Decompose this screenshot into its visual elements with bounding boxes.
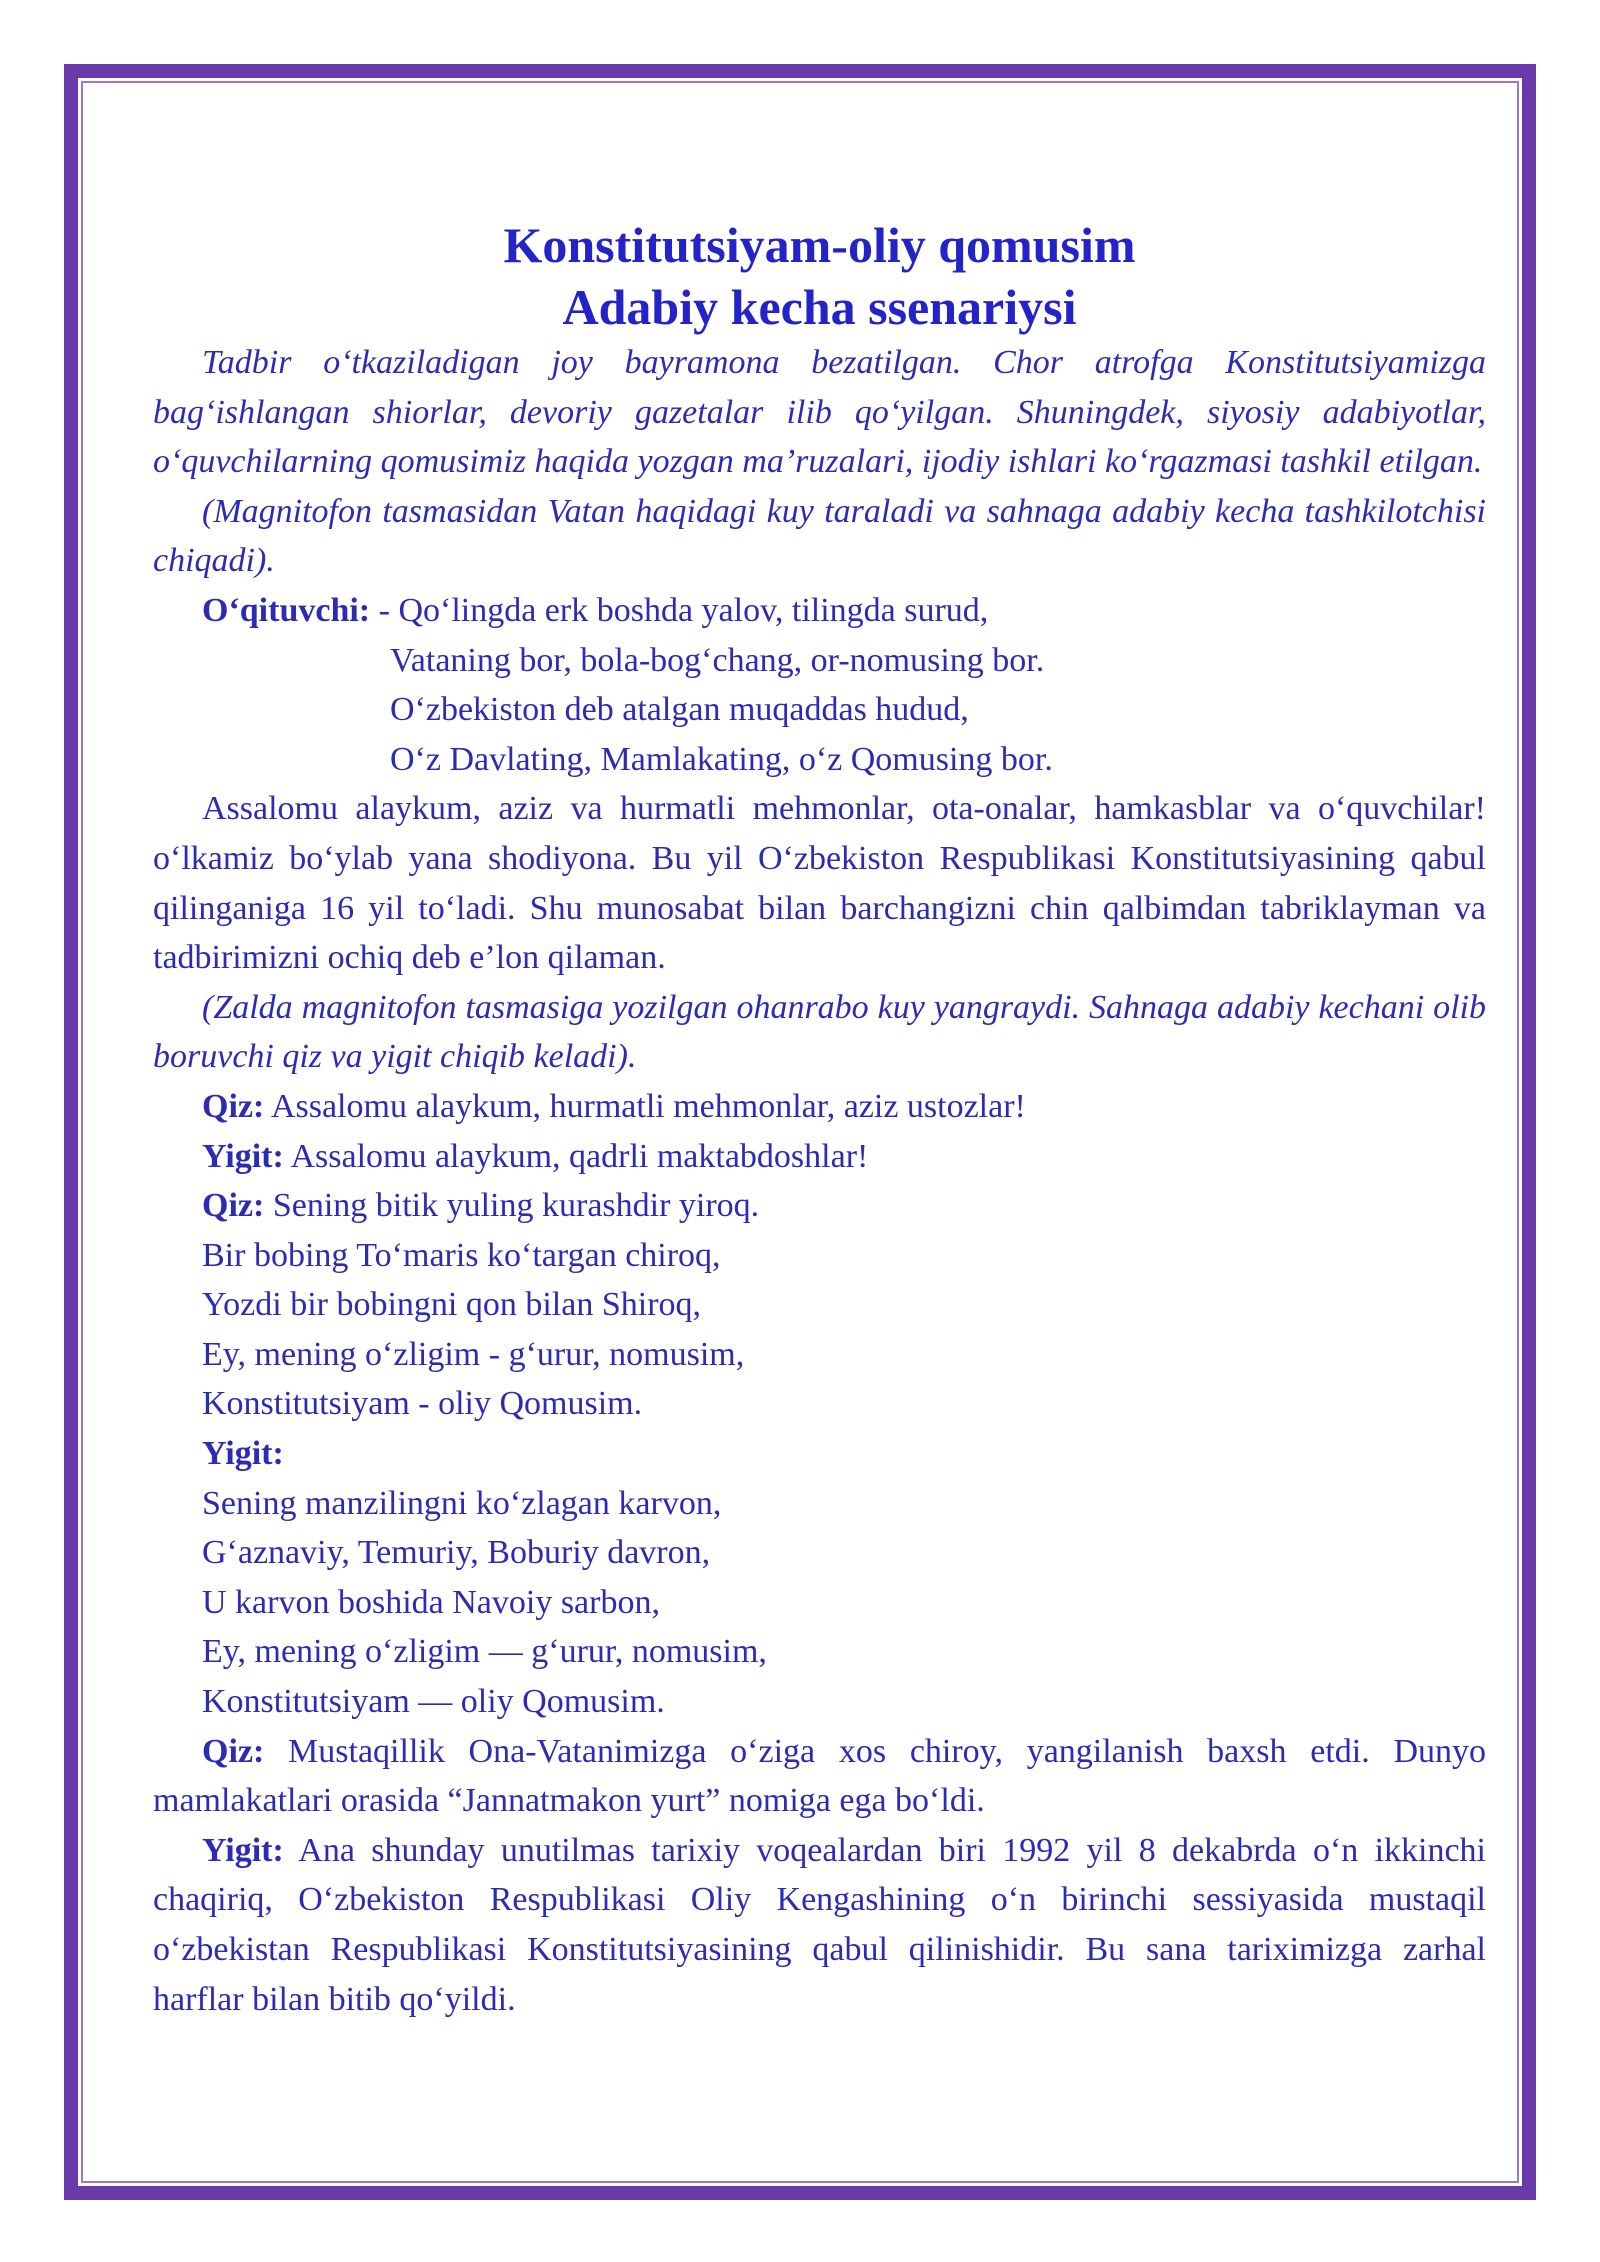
qiz-text-1: Assalomu alaykum, hurmatli mehmonlar, aziz ustozlar!: [270, 1087, 1026, 1125]
intro-paragraph: Tadbir o‘tkaziladigan joy bayramona bezatilgan. Chor atrofga Konstitutsiyamizga bag‘ishlangan shiorlar, devoriy gazetalar ilib qo‘yilgan. Shuningdek, siyosiy adabiyotlar, o‘quvchilarning qomusimiz haqida yozgan ma’ruzalari, ijodiy ishlari ko‘rgazmasi tashkil etilgan.: [153, 344, 1486, 481]
stage-direction-1: (Magnitofon tasmasidan Vatan haqidagi kuy taraladi va sahnaga adabiy kecha tashkilotchisi chiqadi).: [153, 492, 1486, 580]
speaker-label-qiz: Qiz:: [202, 1087, 265, 1125]
speaker-label-teacher: O‘qituvchi:: [202, 591, 371, 629]
speaker-label-yigit: Yigit:: [202, 1435, 284, 1473]
yigit-line-1: [153, 1132, 1486, 1182]
yigit-verse-line-4: Ey, mening o‘zligim — g‘urur, nomusim,: [202, 1633, 767, 1671]
qiz-verse-line-4: Ey, mening o‘zligim - g‘urur, nomusim,: [202, 1335, 745, 1373]
teacher-poem-line-2: Vataning bor, bola-bog‘chang, or-nomusing bor.: [390, 641, 1045, 679]
speaker-label-yigit: Yigit:: [202, 1137, 284, 1175]
yigit-verse-line-3: U karvon boshida Navoiy sarbon,: [202, 1583, 660, 1621]
qiz-paragraph: [153, 1727, 1486, 1826]
qiz-verse-line-2: Bir bobing To‘maris ko‘targan chiroq,: [202, 1236, 721, 1274]
yigit-verse-line-5: Konstitutsiyam — oliy Qomusim.: [202, 1683, 665, 1721]
stage-direction-2: (Zalda magnitofon tasmasiga yozilgan ohanrabo kuy yangraydi. Sahnaga adabiy kechani olib boruvchi qiz va yigit chiqib keladi).: [153, 988, 1486, 1076]
speaker-label-qiz: Qiz:: [202, 1732, 265, 1770]
yigit-verse-line-1: Sening manzilingni ko‘zlagan karvon,: [202, 1484, 722, 1522]
yigit-verse-line-2: G‘aznaviy, Temuriy, Boburiy davron,: [202, 1534, 711, 1572]
document-title: [153, 214, 1486, 338]
qiz-verse-line-5: Konstitutsiyam - oliy Qomusim.: [202, 1385, 643, 1423]
qiz-verse-text-1: Sening bitik yuling kurashdir yiroq.: [272, 1187, 760, 1225]
yigit-text-1: Assalomu alaykum, qadrli maktabdoshlar!: [290, 1137, 869, 1175]
qiz-verse-line-3: Yozdi bir bobingni qon bilan Shiroq,: [202, 1286, 702, 1324]
teacher-poem-line-1: [153, 586, 1486, 636]
qiz-line-1: [153, 1082, 1486, 1132]
title-line-2: Adabiy kecha ssenariysi: [562, 279, 1077, 335]
title-line-1: Konstitutsiyam-oliy qomusim: [503, 217, 1136, 273]
teacher-poem-text-1: - Qo‘lingda erk boshda yalov, tilingda surud,: [378, 591, 989, 629]
teacher-poem-line-4: O‘z Davlating, Mamlakating, o‘z Qomusing bor.: [390, 740, 1053, 778]
qiz-verse-line-1: [153, 1181, 1486, 1231]
yigit-paragraph-text: Ana shunday unutilmas tarixiy voqealardan biri 1992 yil 8 dekabrda o‘n ikkinchi chaqiriq, O‘zbekiston Respublikasi Oliy Kengashining o‘n birinchi sessiyasida mustaqil o‘zbekistan Respublikasi Konstitutsiyasining qabul qilinishidir. Bu sana tariximizga zarhal harflar bilan bitib qo‘yildi.: [153, 1831, 1487, 2018]
yigit-paragraph: [153, 1826, 1486, 2024]
speaker-label-yigit: Yigit:: [202, 1831, 284, 1869]
document-body: [153, 214, 1486, 2024]
speaker-label-qiz: Qiz:: [202, 1187, 265, 1225]
teacher-speech: Assalomu alaykum, aziz va hurmatli mehmonlar, ota-onalar, hamkasblar va o‘quvchilar! o‘lkamiz bo‘ylab yana shodiyona. Bu yil O‘zbekiston Respublikasi Konstitutsiyasining qabul qilinganiga 16 yil to‘ladi. Shu munosabat bilan barchangizni chin qalbimdan tabriklayman va tadbirimizni ochiq deb e’lon qilaman.: [153, 790, 1486, 977]
qiz-paragraph-text: Mustaqillik Ona-Vatanimizga o‘ziga xos chiroy, yangilanish baxsh etdi. Dunyo mamlakatlari orasida “Jannatmakon yurt” nomiga ega bo‘ldi.: [153, 1732, 1486, 1820]
teacher-poem-line-3: O‘zbekiston deb atalgan muqaddas hudud,: [390, 691, 969, 729]
